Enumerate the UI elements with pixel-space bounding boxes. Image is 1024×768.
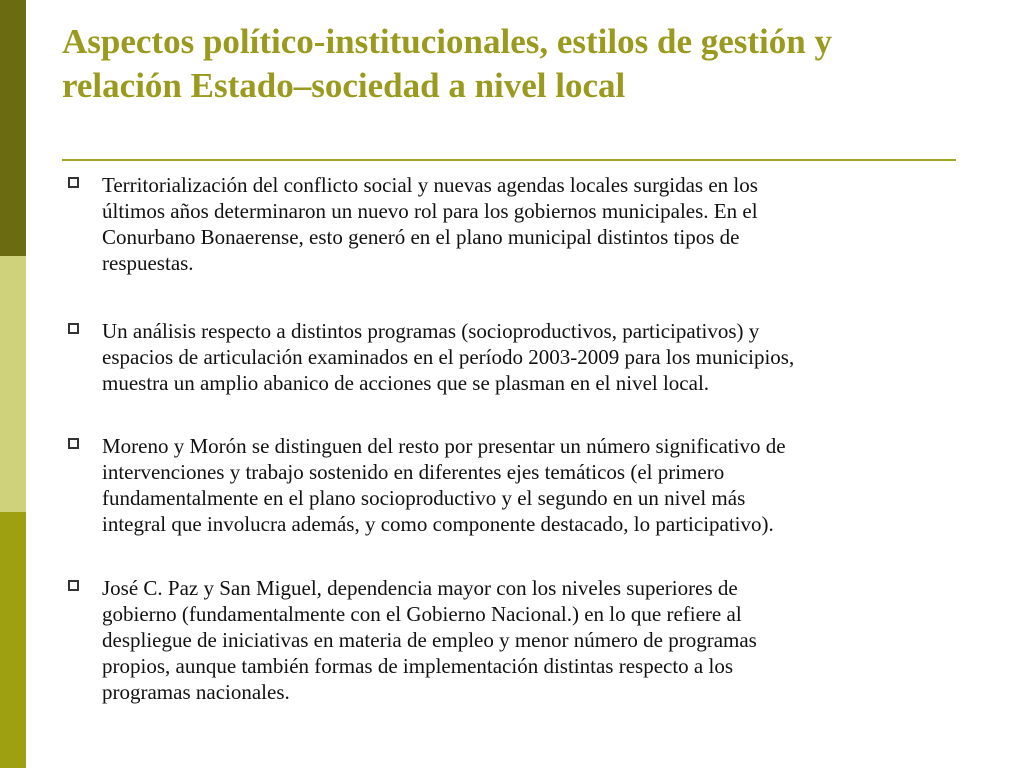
bullet-text-line: integral que involucra además, y como componente destacado, lo participativo).: [102, 512, 774, 536]
slide-title-line: Aspectos político-institucionales, estilos de gestión y: [62, 22, 832, 61]
sidebar-segment-middle: [0, 256, 26, 512]
bullet-text-line: Conurbano Bonaerense, esto generó en el plano municipal distintos tipos de: [102, 225, 740, 249]
bullet-text-line: Territorialización del conflicto social y nuevas agendas locales surgidas en los: [102, 173, 758, 197]
bullet-text-line: José C. Paz y San Miguel, dependencia mayor con los niveles superiores de: [102, 576, 738, 600]
bullet-text-line: Un análisis respecto a distintos programas (socioproductivos, participativos) y: [102, 319, 760, 343]
bullet-text-line: intervenciones y trabajo sostenido en diferentes ejes temáticos (el primero: [102, 460, 725, 484]
hollow-square-bullet-icon: [68, 177, 79, 188]
bullet-text-line: despliegue de iniciativas en materia de empleo y menor número de programas: [102, 628, 757, 652]
bullet-text-line: Moreno y Morón se distinguen del resto por presentar un número significativo de: [102, 434, 786, 458]
slide-title-line: relación Estado–sociedad a nivel local: [62, 66, 626, 105]
bullet-text: [102, 575, 968, 705]
bullet-text: [102, 318, 968, 396]
sidebar-accent-bar: [0, 0, 26, 768]
bullet-text: [102, 433, 968, 537]
hollow-square-bullet-icon: [68, 438, 79, 449]
bullet-text-line: espacios de articulación examinados en el período 2003-2009 para los municipios,: [102, 345, 795, 369]
bullet-text-line: programas nacionales.: [102, 680, 290, 704]
sidebar-segment-bottom: [0, 512, 26, 768]
sidebar-segment-top: [0, 0, 26, 256]
hollow-square-bullet-icon: [68, 323, 79, 334]
bullet-text-line: muestra un amplio abanico de acciones que se plasman en el nivel local.: [102, 371, 710, 395]
bullet-text-line: fundamentalmente en el plano socioproductivo y el segundo en un nivel más: [102, 486, 746, 510]
title-divider: [62, 159, 956, 161]
bullet-text-line: gobierno (fundamentalmente con el Gobierno Nacional.) en lo que refiere al: [102, 602, 742, 626]
bullet-text-line: últimos años determinaron un nuevo rol para los gobiernos municipales. En el: [102, 199, 758, 223]
bullet-text-line: respuestas.: [102, 251, 194, 275]
slide-title: [62, 20, 982, 108]
bullet-text-line: propios, aunque también formas de implementación distintas respecto a los: [102, 654, 734, 678]
hollow-square-bullet-icon: [68, 580, 79, 591]
bullet-text: [102, 172, 968, 276]
